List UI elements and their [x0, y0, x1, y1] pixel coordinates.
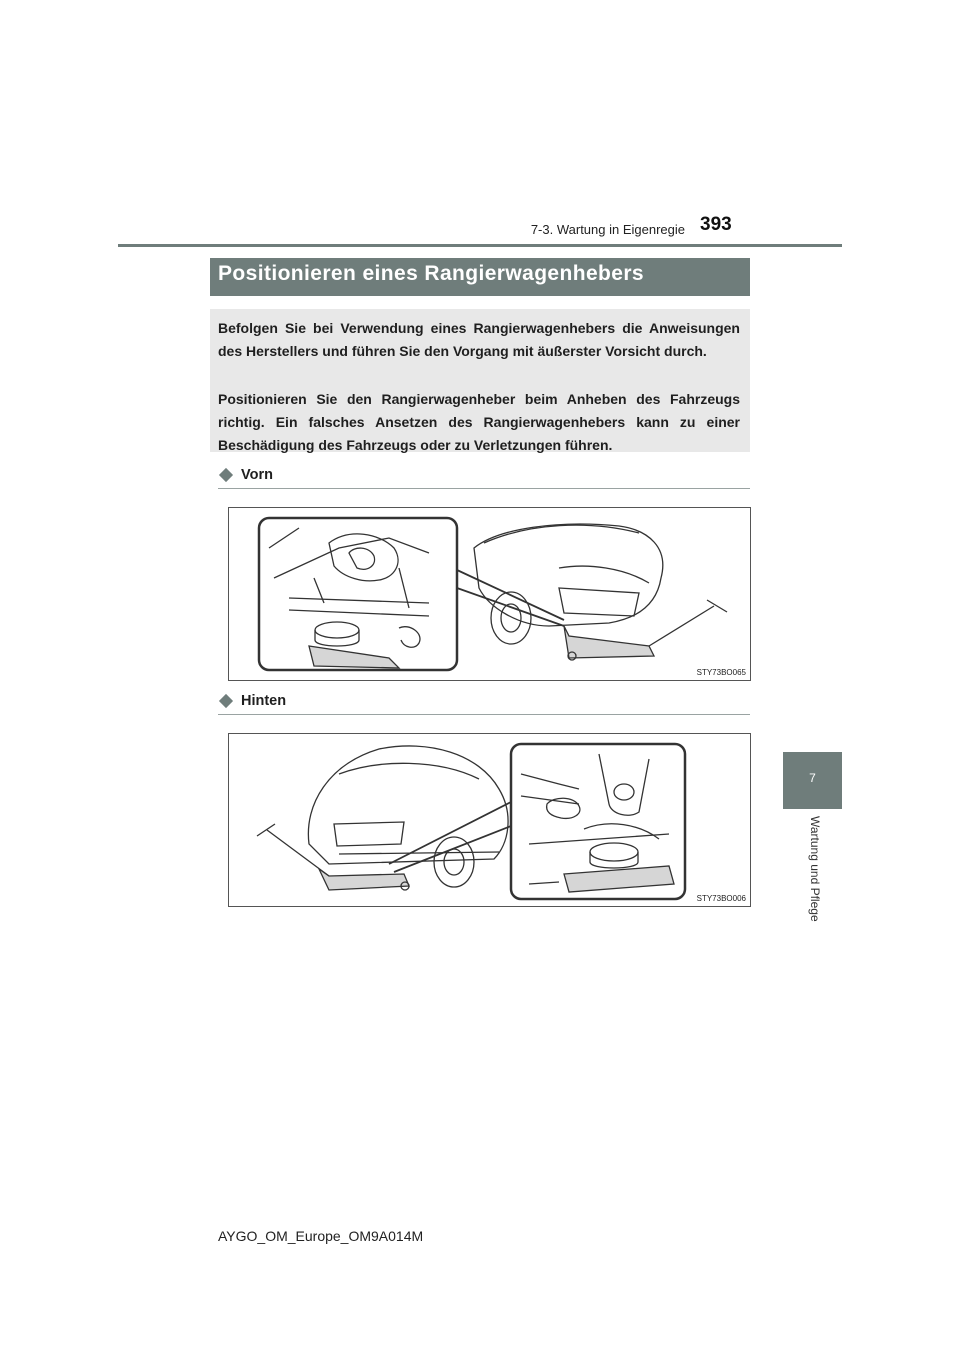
subheading-rear: [218, 693, 286, 709]
intro-paragraph: Positionieren Sie den Rangierwagenheber beim Anheben des Fahrzeugs richtig. Ein falsches Ansetzen des Rangierwagenhebers kann zu einer Beschädigung des Fahrzeugs oder zu Verletzungen führen.: [218, 391, 740, 453]
header-rule: [118, 244, 842, 247]
diamond-bullet-icon: [219, 468, 233, 482]
subheading-rule: [218, 714, 750, 715]
chapter-title: Wartung und Pflege: [808, 816, 822, 922]
figure-front-jack: [228, 507, 751, 681]
rear-jack-illustration: [229, 734, 750, 906]
figure-rear-jack: [228, 733, 751, 907]
subheading-label: Hinten: [241, 693, 287, 709]
section-title: Positionieren eines Rangierwagenhebers: [218, 262, 644, 285]
intro-box: [210, 309, 750, 452]
page-number: 393: [700, 214, 732, 235]
chapter-number: 7: [809, 771, 816, 785]
figure-code: STY73BO065: [696, 668, 746, 677]
front-jack-illustration: [229, 508, 750, 680]
subheading-label: Vorn: [241, 467, 273, 483]
section-reference: 7-3. Wartung in Eigenregie: [530, 222, 685, 237]
diamond-bullet-icon: [219, 694, 233, 708]
subheading-rule: [218, 488, 750, 489]
intro-paragraph: Befolgen Sie bei Verwendung eines Rangierwagenhebers die Anweisungen des Herstellers und führen Sie den Vorgang mit äußerster Vorsicht durch.: [218, 320, 740, 359]
figure-code: STY73BO006: [696, 894, 746, 903]
document-footer: AYGO_OM_Europe_OM9A014M: [218, 1228, 424, 1244]
subheading-front: [218, 467, 273, 483]
section-title-bar: [210, 258, 750, 296]
chapter-tab: [783, 752, 842, 809]
